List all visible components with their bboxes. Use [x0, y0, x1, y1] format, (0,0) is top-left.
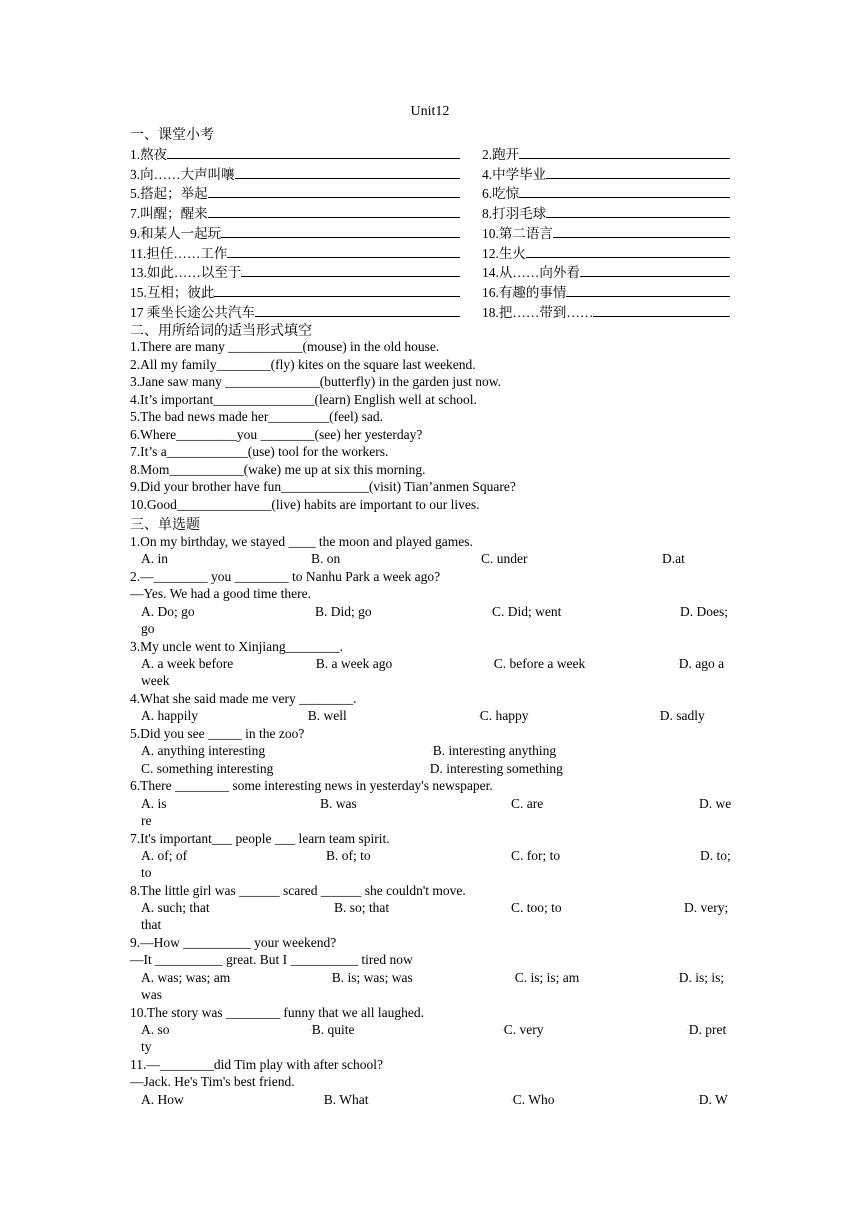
fill-item: 4.It’s important_______________(learn) English well at school. — [130, 392, 477, 407]
fill-item: 2.All my family________(fly) kites on the square last weekend. — [130, 357, 476, 372]
vocab-item — [482, 261, 730, 281]
option-c: ◦C. happy — [478, 708, 529, 723]
answer-blank — [167, 145, 460, 159]
vocab-item — [482, 242, 730, 262]
fill-item: 10.Good______________(live) habits are important to our lives. — [130, 497, 480, 512]
section3-heading: 三、单选题 — [130, 518, 200, 533]
option-c: ◦C. is; is; am — [513, 970, 580, 985]
question-9-reply: —It __________ great. But I __________ tired now — [130, 952, 413, 967]
option-d-wrap: ty — [141, 1039, 152, 1054]
option-b: ◦B. quite — [310, 1022, 355, 1037]
option-b: B. on — [311, 551, 341, 566]
option-d: ◦D. interesting something — [428, 761, 563, 776]
answer-blank — [235, 165, 460, 179]
fill-item: 9.Did your brother have fun_____________(visit) Tian’anmen Square? — [130, 479, 516, 494]
option-c: C. are — [511, 796, 544, 811]
vocab-label: 14.从……向外看 — [482, 265, 580, 281]
fill-item: 7.It’s a____________(use) tool for the workers. — [130, 444, 389, 459]
question-1: 1.On my birthday, we stayed ____ the moon and played games. — [130, 534, 473, 549]
option-d: D.at — [662, 551, 685, 566]
option-a: A. of; of — [141, 848, 188, 863]
fill-item: 6.Where_________you ________(see) her yesterday? — [130, 427, 423, 442]
option-d: D. to; — [700, 848, 731, 863]
answer-blank — [546, 165, 730, 179]
question-11: 11.—________did Tim play with after school? — [130, 1057, 383, 1072]
answer-blank — [566, 283, 730, 297]
vocab-item — [482, 301, 730, 321]
fill-item: 5.The bad news made her_________(feel) sad. — [130, 409, 384, 424]
option-a: A. so — [141, 1022, 170, 1037]
vocab-label: 11.担任……工作 — [130, 245, 228, 261]
answer-blank — [580, 263, 730, 277]
option-d: D. very; — [684, 900, 729, 915]
question-9: 9.—How __________ your weekend? — [130, 935, 337, 950]
vocab-label: 18.把……带到…… — [482, 304, 594, 320]
option-b: ◦B. interesting anything — [431, 743, 557, 758]
answer-blank — [208, 184, 460, 198]
answer-blank — [227, 244, 460, 258]
vocab-item — [482, 143, 730, 163]
option-a: A. such; that — [141, 900, 210, 915]
vocab-item — [130, 143, 460, 163]
option-a: A. is — [141, 796, 167, 811]
option-b: B. was — [320, 796, 357, 811]
option-d: D. Does; — [680, 604, 728, 619]
vocab-item — [130, 163, 460, 183]
option-c: C. for; to — [511, 848, 561, 863]
vocab-item — [482, 222, 730, 242]
answer-blank — [519, 145, 730, 159]
vocab-label: 5.搭起；举起 — [130, 186, 208, 202]
answer-blank — [546, 204, 730, 218]
vocab-label: 2.跑开 — [482, 147, 520, 162]
answer-blank — [593, 303, 730, 317]
question-4: 4.What she said made me very ________. — [130, 691, 357, 706]
question-6: 6.There ________ some interesting news in yesterday's newspaper. — [130, 778, 493, 793]
vocab-row — [130, 242, 734, 261]
option-d-wrap: that — [141, 917, 162, 932]
option-c: C. under — [481, 551, 528, 566]
option-b: ◦B. What — [322, 1092, 369, 1107]
page-title: Unit12 — [410, 104, 450, 119]
vocab-row — [130, 163, 734, 182]
option-a: A. Do; go — [141, 604, 195, 619]
option-b: B. Did; go — [315, 604, 372, 619]
question-3: 3.My uncle went to Xinjiang________. — [130, 639, 343, 654]
vocab-row — [130, 143, 734, 162]
vocab-item — [130, 202, 460, 222]
answer-blank — [553, 224, 730, 238]
option-a: A. anything interesting — [141, 743, 266, 758]
vocab-label: 7.叫醒；醒来 — [130, 206, 208, 222]
question-2-reply: —Yes. We had a good time there. — [130, 586, 312, 601]
option-c: ◦C. Who — [511, 1092, 555, 1107]
option-d-wrap: was — [141, 987, 162, 1002]
answer-blank — [221, 224, 460, 238]
vocab-item — [130, 301, 460, 321]
vocab-item — [482, 281, 730, 301]
vocab-item — [130, 281, 460, 301]
option-a: A. was; was; am — [141, 970, 231, 985]
fill-item: 3.Jane saw many ______________(butterfly) in the garden just now. — [130, 374, 502, 389]
option-c: ◦C. before a week — [492, 656, 586, 671]
option-a: A. a week before — [141, 656, 234, 671]
option-b: ◦B. a week ago — [314, 656, 393, 671]
vocab-row — [130, 222, 734, 241]
vocab-label: 10.第二语言 — [482, 225, 553, 241]
vocab-label: 3.向……大声叫嚷 — [130, 166, 235, 182]
vocab-item — [482, 202, 730, 222]
vocab-label: 8.打羽毛球 — [482, 206, 547, 222]
option-a: A. How — [141, 1092, 184, 1107]
fill-item: 8.Mom___________(wake) me up at six this morning. — [130, 462, 426, 477]
option-b: B. so; that — [334, 900, 390, 915]
vocab-row — [130, 182, 734, 201]
option-d: ◦D. ago a — [677, 656, 725, 671]
option-d: D. we — [699, 796, 732, 811]
option-b: ◦B. well — [306, 708, 347, 723]
option-d-wrap: re — [141, 813, 152, 828]
vocab-label: 13.如此……以至于 — [130, 265, 242, 281]
vocab-label: 1.熬夜 — [130, 147, 168, 162]
option-d: ◦D. pret — [687, 1022, 727, 1037]
option-d: ◦D. is; is; — [677, 970, 725, 985]
vocab-item — [130, 222, 460, 242]
option-c: ◦C. very — [502, 1022, 544, 1037]
answer-blank — [214, 283, 460, 297]
answer-blank — [208, 204, 460, 218]
answer-blank — [526, 244, 730, 258]
question-7: 7.It's important___ people ___ learn team spirit. — [130, 831, 390, 846]
vocab-item — [482, 163, 730, 183]
answer-blank — [255, 303, 460, 317]
option-a: A. happily — [141, 708, 198, 723]
option-b: B. of; to — [326, 848, 371, 863]
vocab-row — [130, 202, 734, 221]
option-c: C. something interesting — [141, 761, 274, 776]
option-c: C. Did; went — [492, 604, 562, 619]
option-d-wrap: to — [141, 865, 152, 880]
vocab-label: 12.生火 — [482, 245, 526, 261]
option-d: ◦D. W — [697, 1092, 728, 1107]
vocab-label: 17 乘坐长途公共汽车 — [130, 304, 255, 320]
vocab-row — [130, 261, 734, 280]
vocab-label: 16.有趣的事情 — [482, 284, 567, 300]
vocab-label: 6.吃惊 — [482, 186, 520, 202]
vocab-item — [130, 182, 460, 202]
question-11-reply: —Jack. He's Tim's best friend. — [130, 1074, 295, 1089]
option-b: ◦B. is; was; was — [330, 970, 413, 985]
option-c: C. too; to — [511, 900, 562, 915]
option-d: ◦D. sadly — [658, 708, 705, 723]
vocab-row — [130, 281, 734, 300]
vocab-item — [130, 261, 460, 281]
option-a: A. in — [141, 551, 168, 566]
question-5: 5.Did you see _____ in the zoo? — [130, 726, 305, 741]
fill-item: 1.There are many ___________(mouse) in the old house. — [130, 339, 440, 354]
option-d-wrap: week — [141, 673, 170, 688]
section1-heading: 一、课堂小考 — [130, 128, 214, 143]
vocab-label: 15.互相；彼此 — [130, 284, 215, 300]
answer-blank — [519, 184, 730, 198]
vocab-item — [482, 182, 730, 202]
question-10: 10.The story was ________ funny that we all laughed. — [130, 1005, 424, 1020]
vocab-item — [130, 242, 460, 262]
question-2: 2.—________ you ________ to Nanhu Park a week ago? — [130, 569, 441, 584]
answer-blank — [241, 263, 460, 277]
vocab-label: 9.和某人一起玩 — [130, 225, 222, 241]
vocab-label: 4.中学毕业 — [482, 166, 547, 182]
option-d-wrap: go — [141, 621, 155, 636]
question-8: 8.The little girl was ______ scared ______ she couldn't move. — [130, 883, 466, 898]
vocab-row — [130, 301, 734, 320]
section2-heading: 二、用所给词的适当形式填空 — [130, 324, 312, 339]
